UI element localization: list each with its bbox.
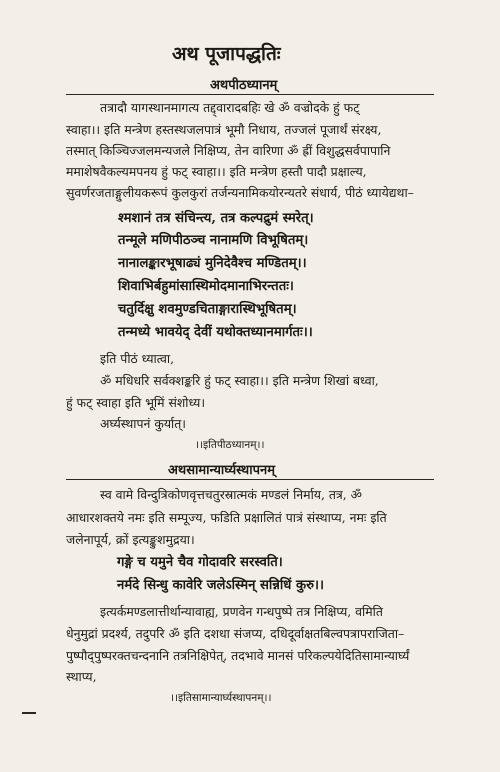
section-end-marker: ।।इतिपीठध्यानम्।। bbox=[195, 439, 265, 451]
paragraph-line: स्वाहा।। इति मन्त्रेण हस्तस्थजलपात्रं भूमौ निधाय, तज्जलं पूजार्थं संरक्ष्य, bbox=[66, 122, 382, 137]
paragraph-line: तत्रादौ यागस्थानमागत्य तद्द्वारादबहिः खे ॐ वज्रोदके हुं फट् bbox=[100, 100, 360, 115]
section-end-marker: ।।इतिसामान्यार्घ्यस्थापनम्।। bbox=[170, 692, 272, 704]
section-heading-pitha-dhyana: अथपीठध्यानम् bbox=[210, 78, 278, 93]
page-title: अथ पूजापद्धतिः bbox=[172, 43, 281, 65]
verse-line: नानालङ्कारभूषाढ्यं मुनिदेवैश्च मण्डितम्।। bbox=[118, 256, 307, 271]
verse-line: तन्मूले मणिपीठञ्च नानामणि विभूषितम्। bbox=[118, 233, 309, 248]
paragraph-line: हुं फट् स्वाहा इति भूमिं संशोध्य। bbox=[66, 395, 206, 410]
paragraph-line: जलेनापूर्य, क्रों इत्यङ्कुशमुद्रया। bbox=[66, 532, 195, 547]
paragraph-line: अर्घ्यस्थापनं कुर्यात्। bbox=[100, 416, 186, 431]
paragraph-line: इति पीठं ध्यात्वा, bbox=[100, 351, 175, 366]
margin-dash-mark bbox=[22, 712, 36, 714]
paragraph-line: धेनुमुद्रां प्रदर्श्य, तदुपरि ॐ इति दशधा संजप्य, दधिदूर्वाक्षतबिल्वपत्रापराजिता– bbox=[66, 626, 405, 641]
paragraph-line: ॐ मधिधरि सर्वक्शङ्करि हुं फट् स्वाहा।। इति मन्त्रेण शिखां बध्वा, bbox=[100, 373, 379, 388]
paragraph-line: इत्यर्कमण्डलात्तीर्थान्यावाह्य, प्रणवेन गन्धपुष्पे तत्र निक्षिप्य, वमिति bbox=[100, 604, 383, 619]
verse-line: तन्मध्ये भावयेद् देवीं यथोक्तध्यानमार्गतः।। bbox=[118, 325, 313, 340]
verse-line: चतुर्दिक्षु शवमुण्डचिताङ्गारास्थिभूषितम्। bbox=[118, 302, 297, 317]
section-heading-samanya-arghya: अथसामान्यार्घ्यस्थापनम् bbox=[168, 463, 275, 478]
paragraph-line: स्थाप्य, bbox=[66, 669, 97, 684]
paragraph-line: स्व वामे विन्दुत्रिकोणवृत्तचतुरस्रात्मकं मण्डलं निर्माय, तत्र, ॐ bbox=[100, 487, 362, 502]
paragraph-line: आधारशक्तये नमः इति सम्पूज्य, फडिति प्रक्षालितं पात्रं संस्थाप्य, नमः इति bbox=[66, 510, 387, 525]
paragraph-line: ममाशेषवैकल्यमपनय हुं फट् स्वाहा।। इति मन्त्रेण हस्तौ पादौ प्रक्षाल्य, bbox=[66, 164, 367, 179]
verse-line: नर्मदे सिन्धु कावेरि जलेऽस्मिन् सन्निधिं कुरु।। bbox=[117, 578, 324, 593]
verse-line: गङ्गे च यमुने चैव गोदावरि सरस्वति। bbox=[117, 555, 283, 570]
paragraph-line: तस्मात् किञ्चिज्जलमन्यजले निक्षिप्य, तेन वारिणा ॐ ह्रीं विशुद्धसर्वपापानि bbox=[66, 143, 391, 158]
paragraph-line: पुष्पौद्पुष्परक्तचन्दनानि तत्रनिक्षिपेत्, तदभावे मानसं परिकल्पयेदितिसामान्यार्घ्यं bbox=[66, 648, 410, 663]
verse-line: शिवाभिर्बहुमांसास्थिमोदमानाभिरन्ततः। bbox=[118, 279, 294, 294]
heading-divider bbox=[66, 94, 434, 95]
paragraph-line: सुवर्णरजताङ्गुलीयकरूपं कुलकुरां तर्जन्यनामिकयोरन्यतरे संधार्य, पीठं ध्यायेद्यथा– bbox=[66, 185, 414, 200]
verse-line: श्मशानं तत्र संचिन्त्य, तत्र कल्पद्रुमं स्मरेत्। bbox=[118, 211, 314, 226]
heading-divider bbox=[66, 479, 434, 480]
